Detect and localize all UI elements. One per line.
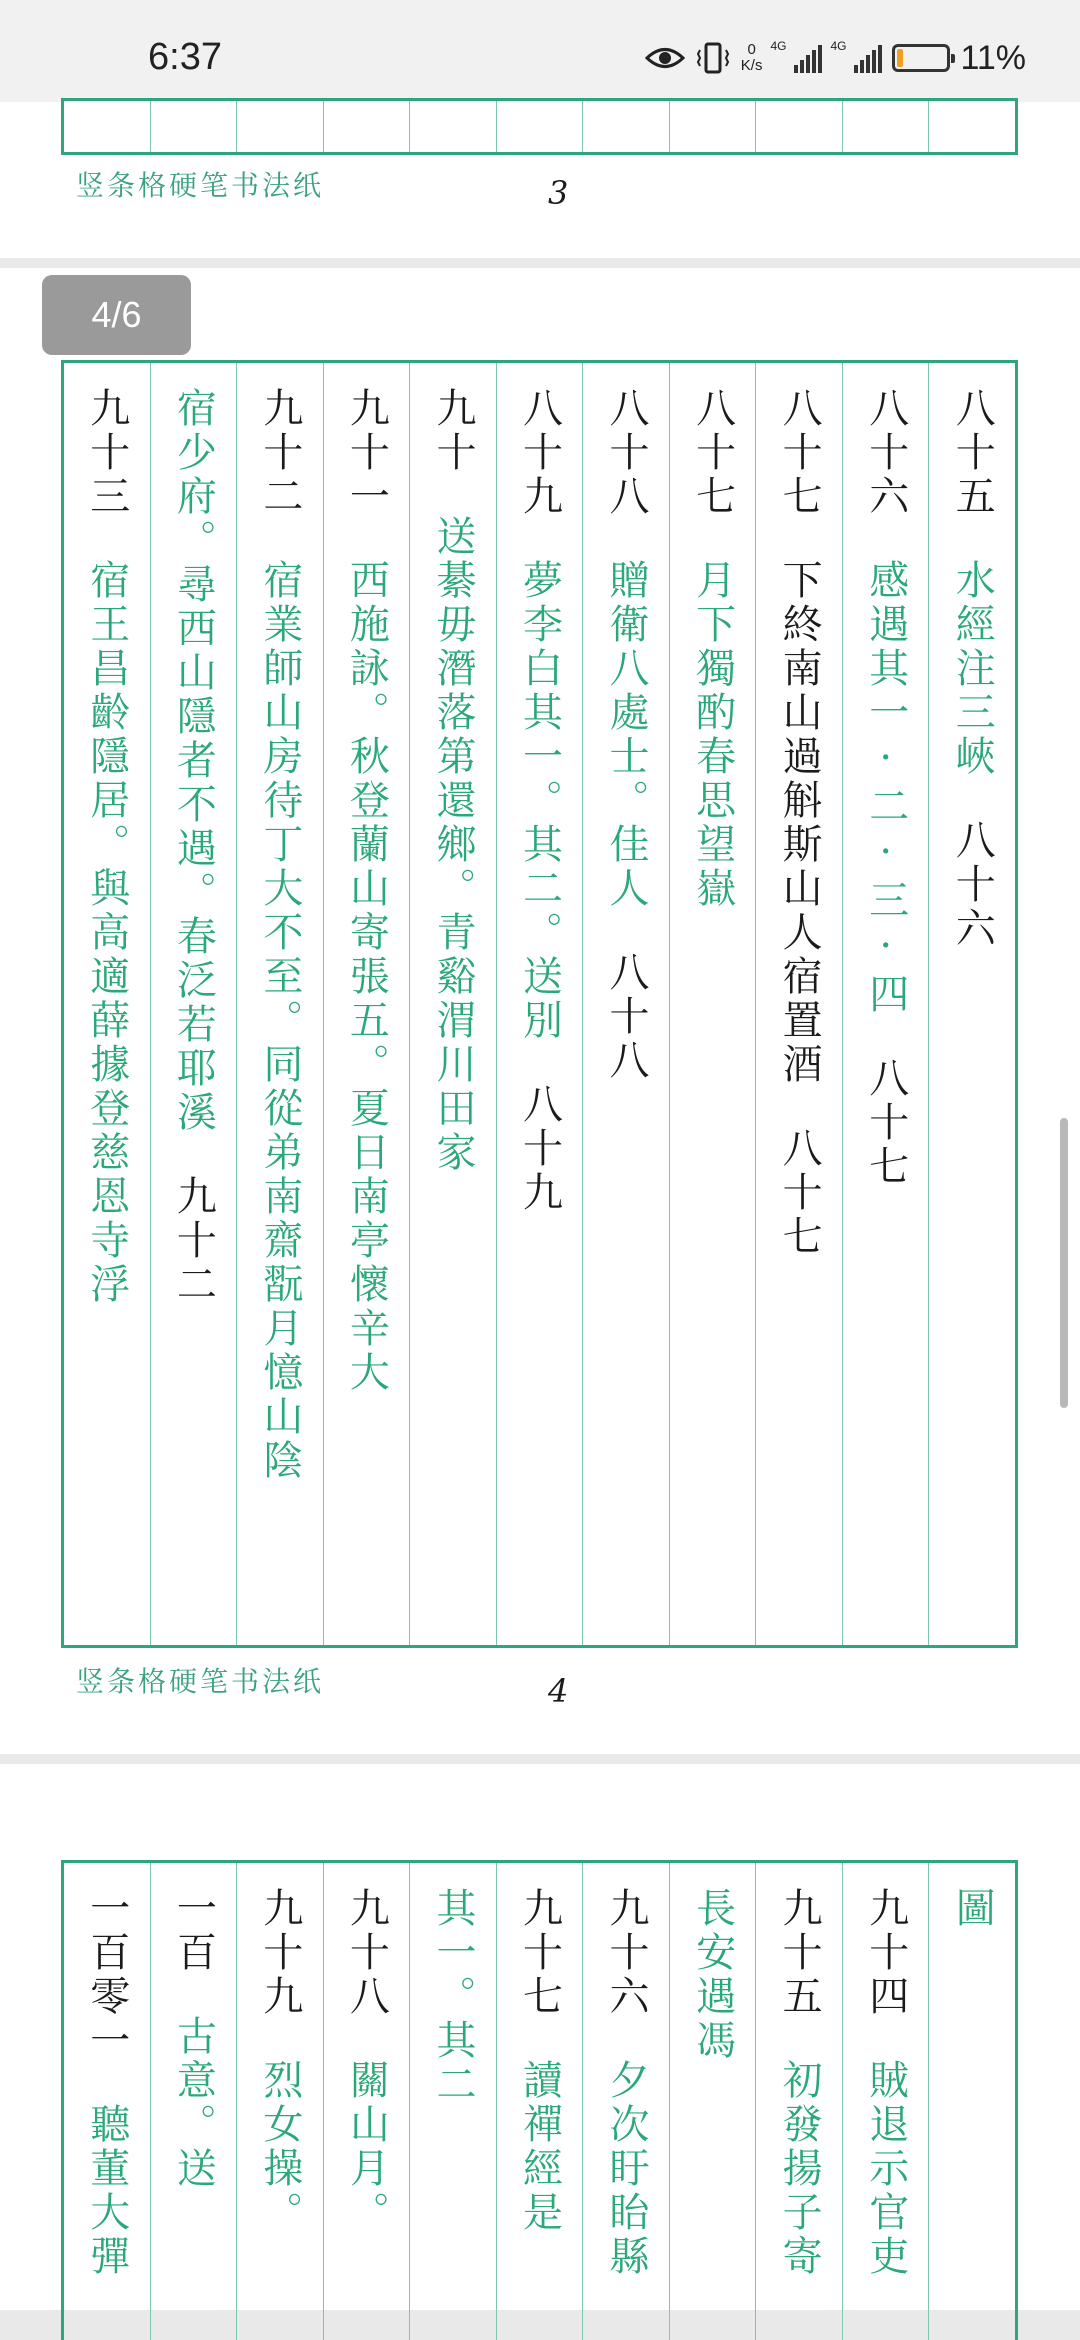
poem-title: 其一。其二 [429,1887,476,2107]
poem-page-number: 八十五 [949,387,996,519]
poem-title: 宿業師山房待丁大不至。同從弟南齋翫月憶山陰 [256,559,303,1483]
poem-title: 烈女操。 [256,2059,303,2235]
grid-column [323,363,410,1645]
poem-page-number: 九十九 [256,1887,303,2019]
grid-column [150,1863,237,2340]
poem-title: 長安遇馮 [689,1887,736,2063]
poem-page-number: 九十六 [603,1887,650,2019]
signal-label: 4G [770,39,787,53]
page-number: 3 [548,174,569,212]
poem-page-number: 九十五 [776,1887,823,2019]
grid-column [842,1863,929,2340]
poem-page-number: 九十三 [83,387,130,519]
writing-grid [61,1860,1018,2340]
writing-grid [61,98,1018,155]
poem-title: 送綦毋潛落第還鄉。青谿渭川田家 [429,515,476,1175]
page-indicator: 4/6 [42,275,191,355]
poem-title: 圖 [949,1887,996,1931]
poem-page-number: 九十二 [256,387,303,519]
poem-title: 關山月。 [343,2059,390,2235]
grid-column [64,363,150,1645]
poem-page-number: 一百 [170,1887,217,1975]
poem-page-number: 八十六 [862,387,909,519]
paper-label: 竖条格硬笔书法纸 [76,169,325,202]
poem-page-number: 九十一 [343,387,390,519]
scrollbar-thumb[interactable] [1060,1118,1068,1408]
poem-title: 夢李白其一。其二。送別 [516,559,563,1043]
grid-column [755,1863,842,2340]
poem-page-number: 九十八 [343,1887,390,2019]
page-number: 4 [548,1672,569,1710]
poem-title: 聽董大彈 [83,2103,130,2279]
poem-page-number: 九十二 [170,1175,217,1307]
grid-column [150,363,237,1645]
battery-icon [892,44,950,72]
poem-title: 下終南山過斛斯山人宿置酒 [776,559,823,1087]
grid-column [669,1863,756,2340]
poem-page-number: 八十八 [603,387,650,519]
grid-column [409,101,496,152]
grid-column [928,363,1015,1645]
poem-title: 水經注三峽 [949,559,996,779]
page-3[interactable] [0,102,1080,258]
page-4[interactable] [0,268,1080,1754]
eye-icon [645,45,685,71]
grid-column [496,1863,583,2340]
grid-column [409,363,496,1645]
net-speed-unit: K/s [740,57,763,74]
poem-title: 古意。送 [170,2015,217,2191]
poem-page-number: 九十四 [862,1887,909,2019]
page-5[interactable] [0,1764,1080,2310]
poem-page-number: 八十七 [776,387,823,519]
status-time: 6:37 [148,36,222,78]
poem-page-number: 八十九 [516,1083,563,1215]
grid-column [928,101,1015,152]
signal-icon [830,39,882,73]
status-icons [645,36,1026,80]
grid-column [496,101,583,152]
poem-title: 感遇其一·二·三·四 [862,559,909,1017]
grid-column [496,363,583,1645]
poem-title: 讀禪經是 [516,2059,563,2235]
grid-column [582,1863,669,2340]
poem-title: 夕次盱眙縣 [603,2059,650,2279]
signal-icon [770,39,822,73]
grid-column [842,101,929,152]
poem-page-number: 八十六 [949,819,996,951]
grid-column [755,101,842,152]
grid-column [409,1863,496,2340]
writing-grid [61,360,1018,1648]
grid-column [928,1863,1015,2340]
battery-percent: 11% [960,38,1026,77]
signal-label: 4G [830,39,847,53]
grid-column [64,101,150,152]
grid-column [669,363,756,1645]
poem-page-number: 九十七 [516,1887,563,2019]
battery-fill [897,49,903,67]
poem-title: 贈衛八處士。佳人 [603,559,650,911]
poem-page-number: 八十七 [776,1127,823,1259]
paper-label: 竖条格硬笔书法纸 [76,1665,325,1698]
grid-column [323,101,410,152]
poem-page-number: 八十七 [862,1057,909,1189]
poem-title: 西施詠。秋登蘭山寄張五。夏日南亭懷辛大 [343,559,390,1395]
grid-column [236,1863,323,2340]
poem-page-number: 八十八 [603,951,650,1083]
vibrate-icon [695,41,731,75]
grid-column [755,363,842,1645]
poem-page-number: 八十九 [516,387,563,519]
poem-title: 初發揚子寄 [776,2059,823,2279]
poem-page-number: 九十 [429,387,476,475]
poem-page-number: 八十七 [689,387,736,519]
grid-column [236,363,323,1645]
grid-column [150,101,237,152]
poem-page-number: 一百零一 [83,1887,130,2063]
status-bar [0,0,1080,102]
poem-title: 賊退示官吏 [862,2059,909,2279]
grid-column [842,363,929,1645]
network-speed [741,42,763,74]
net-speed-value: 0 [747,41,756,58]
poem-title: 宿少府。尋西山隱者不遇。春泛若耶溪 [170,387,217,1135]
grid-column [669,101,756,152]
grid-column [323,1863,410,2340]
poem-title: 宿王昌齡隱居。與高適薛據登慈恩寺浮 [83,559,130,1307]
grid-column [582,101,669,152]
poem-title: 月下獨酌春思望嶽 [689,559,736,911]
grid-column [582,363,669,1645]
grid-column [236,101,323,152]
grid-column [64,1863,150,2340]
